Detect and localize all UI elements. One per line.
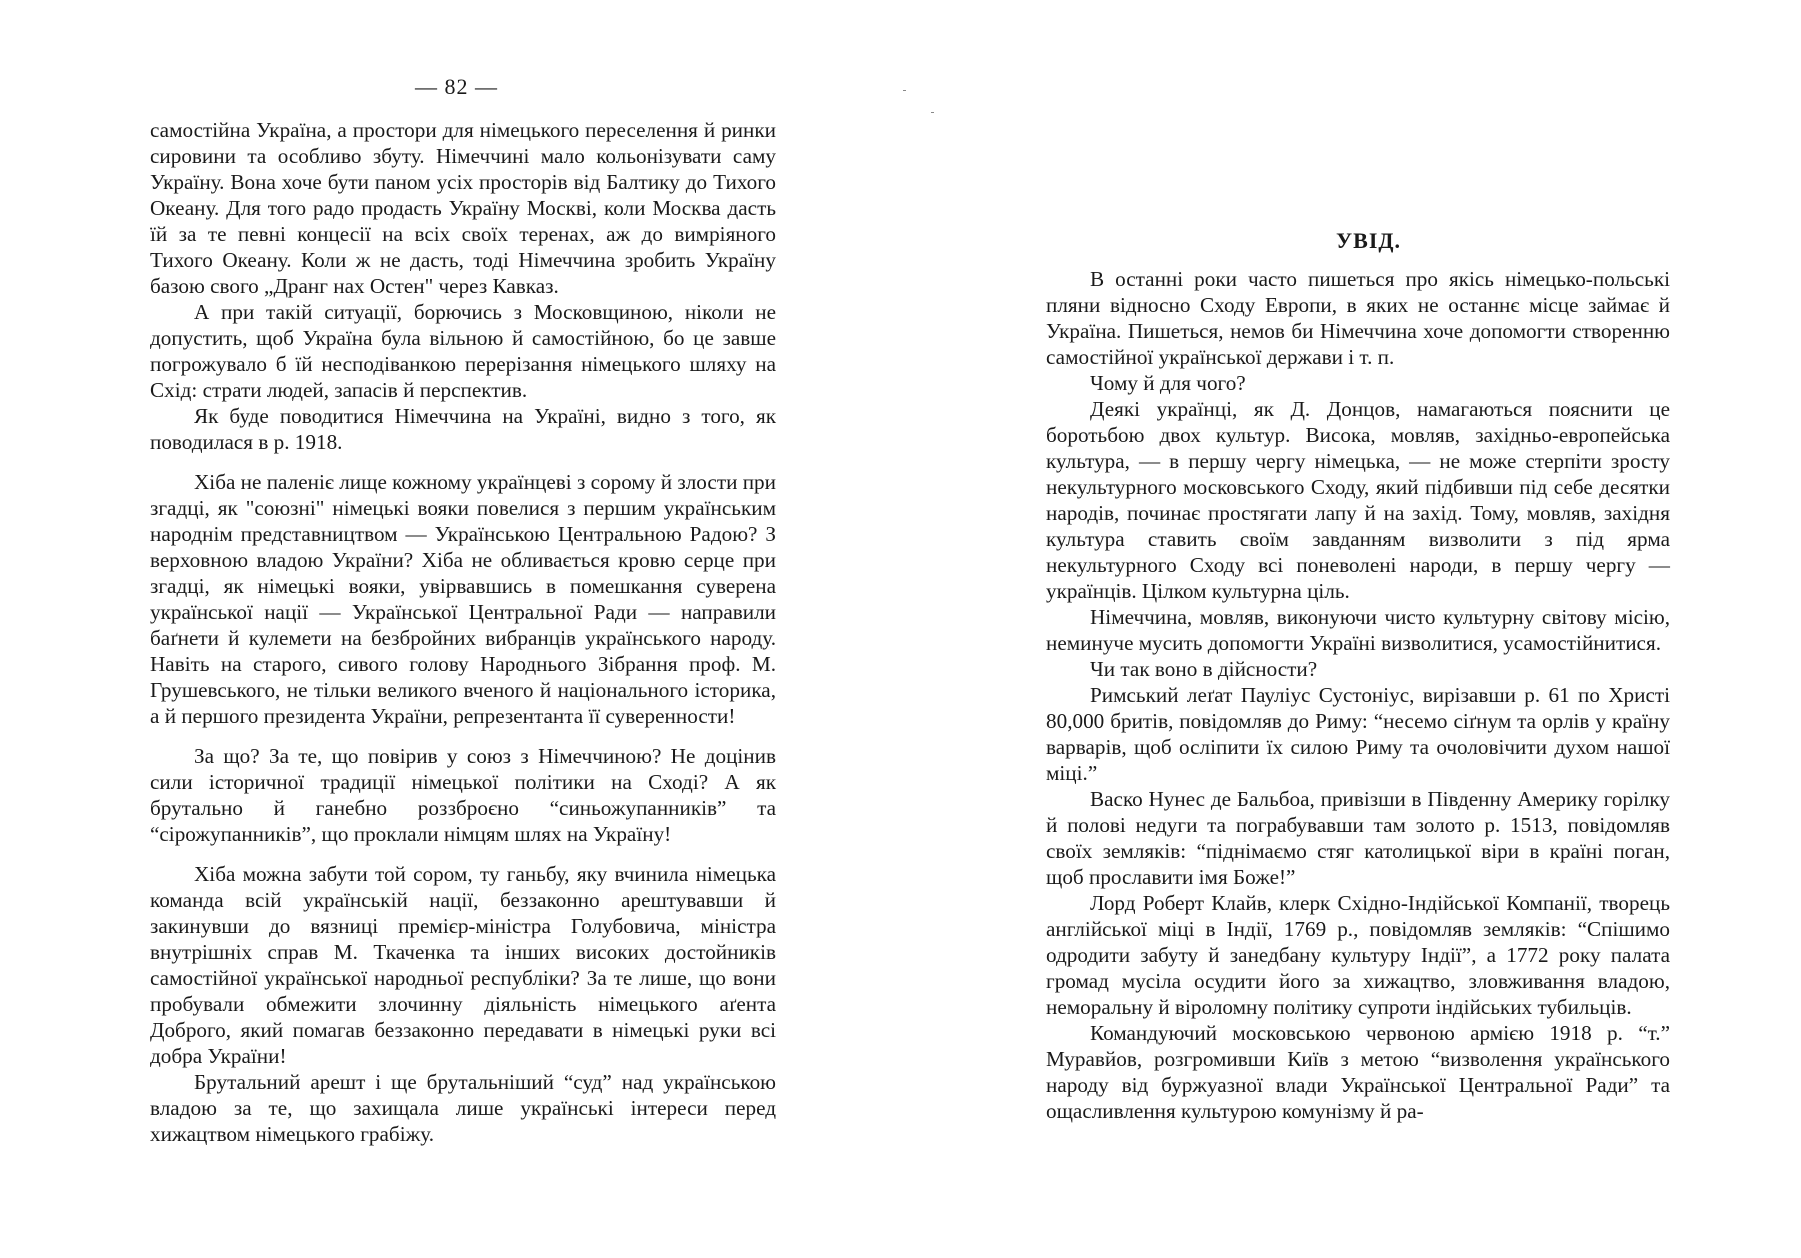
right-page-text (1046, 266, 1670, 1124)
page-number: — 82 — (415, 74, 498, 99)
paragraph: Лорд Роберт Клайв, клерк Східно-Індійської Компанії, творець англійської міці в Індії, 1769 р., повідомляв земляків: “Спішимо одродити забуту й занедбану культуру Індії”, а 1772 року палата громад мусіла осудити його за хижацтво, зловживання владою, неморальну й віроломну політику супроти індійських тубильців. (1046, 891, 1670, 1019)
paragraph: Васко Нунес де Бальбоа, привізши в Південну Америку горілку й полові недуги та пограбувавши там золото р. 1513, повідомляв своїх земляків: “піднімаємо стяг католицької віри в країні поган, щоб прославити імя Боже!” (1046, 787, 1670, 889)
scan-speck (903, 90, 906, 91)
scan-speck (931, 112, 934, 113)
paragraph: Чи так воно в дійсности? (1090, 657, 1318, 681)
paragraph: А при такій ситуації, борючись з Московщиною, ніколи не допустить, щоб Україна була вільною й самостійною, бо це завше погрожувало б їй несподіванкою перерізання німецького шляху на Схід: страти людей, запасів й перспектив. (150, 300, 776, 402)
right-page (900, 0, 1801, 1258)
paragraph: Брутальний арешт і ще брутальніший “суд” над українською владою за те, що захищала лише українські інтереси перед хижацтвом німецького грабіжу. (150, 1070, 776, 1146)
paragraph: самостійна Україна, а простори для німецького переселення й ринки сировини та особливо збуту. Німеччині мало кольонізувати саму Україну. Вона хоче бути паном усіх просторів від Балтику до Тихого Океану. Для того радо продасть Україну Москві, коли Москва дасть їй за те певні концесії на всіх своїх теренах, аж до вимріяного Тихого Океану. Коли ж не дасть, тоді Німеччина зробить Україну базою свого „Дранг нах Остен" через Кавказ. (150, 118, 776, 298)
left-page (0, 0, 900, 1258)
paragraph: Хіба не паленіє лище кожному українцеві з сорому й злости при згадці, як "союзні" німецькі вояки повелися з першим українським народнім представництвом — Українською Центральною Радою? З верховною владою України? Хіба не обливається кровю серце при згадці, як німецькі вояки, увірвавшись в помешкання суверена української нації — Української Центральної Ради — направили баґнети й кулемети на безбройних вибранців українського народу. Навіть на старого, сивого голову Народнього Зібрання проф. М. Грушевського, не тільки великого вченого й національного історика, а й першого президента України, репрезентанта її суверенности! (150, 470, 776, 728)
paragraph: Деякі українці, як Д. Донцов, намагаються пояснити це боротьбою двох культур. Висока, мовляв, західньо-европейська культура, — в першу чергу німецька, — не може стерпіти зросту некультурного московського Сходу, який підбивши під себе десятки народів, починає простягати лапу й на захід. Тому, мовляв, західня культура ставить своїм завданням визволити з під ярма некультурного Сходу всі поневолені народи, в першу чергу — українців. Цілком культурна ціль. (1046, 397, 1670, 603)
paragraph: Хіба можна забути той сором, ту ганьбу, яку вчинила німецька команда всій українській нації, беззаконно арештувавши й закинувши до вязниці премієр-міністра Голубовича, міністра внутрішніх справ М. Ткаченка та інших високих достойників самостійної української народньої республіки? За те лише, що вони пробували обмежити злочинну діяльність німецького аґента Доброго, який помагав беззаконно передавати в німецькі руки всі добра України! (150, 862, 776, 1068)
paragraph: Чому й для чого? (1090, 371, 1246, 395)
paragraph: Німеччина, мовляв, виконуючи чисто культурну світову місію, неминуче мусить допомогти Україні визволитися, усамостійнитися. (1046, 605, 1670, 655)
left-page-text (150, 117, 776, 1147)
paragraph: В останні роки часто пишеться про якісь німецько-польські пляни відносно Сходу Европи, в яких не останнє місце займає й Україна. Пишеться, немов би Німеччина хоче допомогти створенню самостійної української держави і т. п. (1046, 267, 1670, 369)
paragraph: Як буде поводитися Німеччина на Україні, видно з того, як поводилася в р. 1918. (150, 404, 776, 454)
paragraph: Римський леґат Пауліус Сустоніус, вирізавши р. 61 по Христі 80,000 бритів, повідомляв до Риму: “несемо сіґнум та орлів у країну варварів, щоб осліпити їх силою Риму та очоловічити духом нашої міці.” (1046, 683, 1670, 785)
paragraph: Командуючий московською червоною армією 1918 р. “т.” Муравйов, розгромивши Київ з метою “визволення українського народу від буржуазної влади Української Центральної Ради” та ощасливлення культурою комунізму й ра- (1046, 1021, 1670, 1123)
paragraph: За що? За те, що повірив у союз з Німеччиною? Не доцінив сили історичної традиції німецької політики на Сході? А як брутально й ганебно роззброєно “синьожупанників” та “сірожупанників”, що проклали німцям шлях на Україну! (150, 744, 776, 846)
section-heading: УВІД. (1336, 228, 1402, 253)
